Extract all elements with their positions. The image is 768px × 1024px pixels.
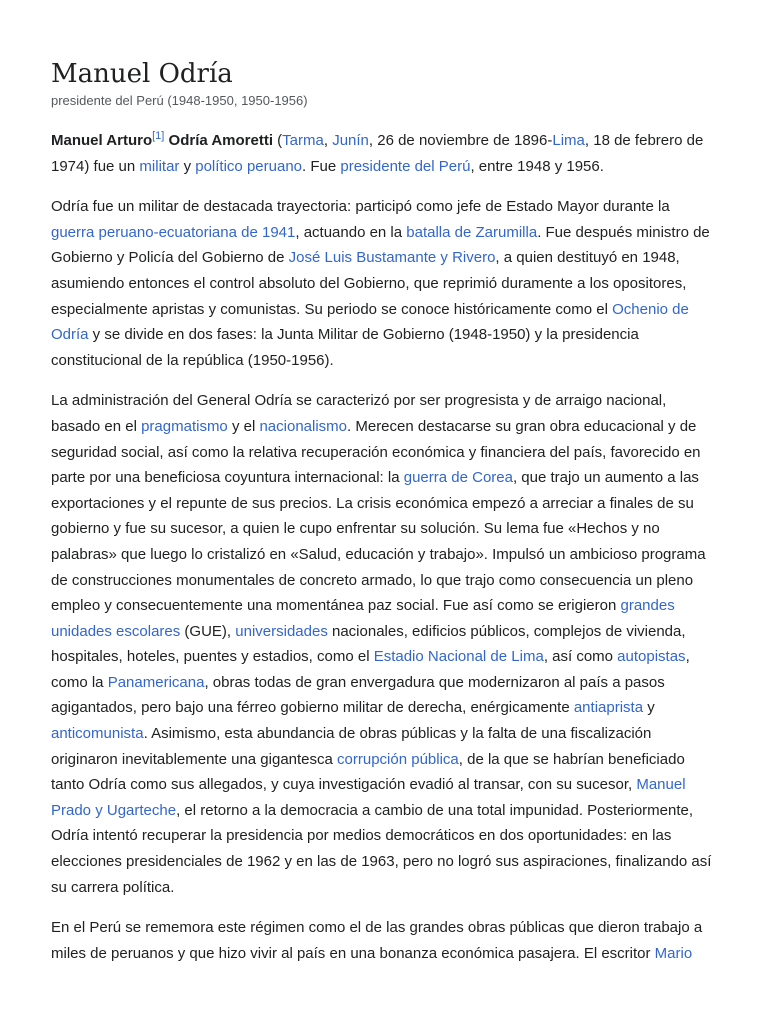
text: Odría fue un militar de destacada trayectoria: participó como jefe de Estado Mayor durante la [51, 198, 670, 216]
link-guerra-corea[interactable]: guerra de Corea [403, 469, 513, 487]
bold-name-first: Manuel Arturo [51, 132, 153, 149]
link-pragmatismo[interactable]: pragmatismo [141, 417, 228, 435]
link-universidades[interactable]: universidades [235, 622, 328, 640]
link-guerra-1941[interactable]: guerra peruano-ecuatoriana de 1941 [51, 223, 296, 241]
link-presidente-del-peru[interactable]: presidente del Perú [340, 157, 471, 175]
text: . Asimismo, esta abundancia de obras públicas y la falta de una fiscalización originaron inevitablemente una gigantesca [51, 725, 652, 768]
text: , a quien destituyó en 1948, asumiendo entonces el control absoluto del Gobierno, que reprimió duramente a los opositores, especialmente apristas y comunistas. Su periodo se conoce históricamente como el [51, 249, 687, 318]
link-grandes-unidades[interactable]: grandes unidades escolares [51, 597, 675, 640]
link-militar[interactable]: militar [139, 157, 180, 175]
text: , como la [51, 648, 690, 691]
link-anticomunista[interactable]: anticomunista [51, 725, 144, 743]
link-junin[interactable]: Junín [332, 132, 369, 149]
text: y [643, 699, 655, 717]
link-nacionalismo[interactable]: nacionalismo [259, 417, 348, 435]
text: En el Perú se rememora este régimen como el de las grandes obras públicas que dieron trabajo a miles de peruanos y que hizo vivir al país en una bonanza económica pasajera. El escritor [51, 919, 703, 962]
bold-name-last: Odría Amoretti [168, 132, 273, 149]
text: , así como [543, 648, 618, 666]
text: nacionales, edificios públicos, complejos de vivienda, hospitales, hoteles, puentes y estadios, como el [51, 622, 686, 666]
text: ( [273, 132, 283, 149]
link-autopistas[interactable]: autopistas [617, 648, 686, 666]
reference-link[interactable]: [1] [152, 130, 165, 142]
link-ochenio[interactable]: Ochenio de Odría [51, 300, 689, 344]
text: . Fue después ministro de Gobierno y Policía del Gobierno de [51, 223, 710, 267]
link-manuel-prado[interactable]: Manuel Prado y Ugarteche [51, 776, 686, 819]
text: , el retorno a la democracia a cambio de una total impunidad. Posteriormente, Odría intentó recuperar la presidencia por medios democráticos en dos oportunidades: en las elecciones presidenciales de 1962 y en las de 1963, pero no logró sus aspiraciones, finalizando así su carrera política. [51, 801, 712, 896]
text: , actuando en la [295, 223, 407, 241]
text: (GUE), [180, 622, 236, 640]
link-antiaprista[interactable]: antiaprista [573, 699, 644, 717]
text: . Merecen destacarse su gran obra educacional y de seguridad social, así como la relativa recuperación económica y financiera del país, favorecido en parte por una beneficiosa coyuntura internacional: la [51, 417, 701, 487]
text: y se divide en dos fases: la Junta Militar de Gobierno (1948-1950) y la presidencia constitucional de la república (1950-1956). [51, 326, 639, 369]
text: y el [227, 417, 260, 435]
text: , 18 de febrero de 1974) fue un [51, 132, 704, 175]
page-subtitle: presidente del Perú (1948-1950, 1950-1956) [51, 93, 308, 108]
paragraph-career [51, 194, 717, 373]
link-tarma[interactable]: Tarma [282, 132, 324, 149]
text: , que trajo un aumento a las exportaciones y el repunte de sus precios. La crisis económica empezó a arreciar a finales de su gobierno y fue su sucesor, a quien le cupo enfrentar su solución. Su lema fue «Hechos y no palabras» que luego lo cristalizó en «Salud, educación y trabajo». Impulsó un ambicioso programa de construcciones monumentales de concreto armado, lo que trajo como consecuencia un pleno empleo y consecuentemente una momentánea paz social. Fue así como se erigieron [51, 469, 706, 615]
paragraph-intro [51, 128, 717, 179]
link-politico[interactable]: político [195, 157, 243, 175]
text: y [179, 157, 196, 175]
text: , [323, 132, 333, 149]
link-mario[interactable]: Mario [654, 944, 693, 962]
link-estadio-nacional[interactable]: Estadio Nacional de Lima [373, 648, 544, 666]
text: , entre 1948 y 1956. [470, 157, 604, 175]
paragraph-legacy [51, 915, 717, 966]
text: . Fue [302, 157, 341, 175]
link-panamericana[interactable]: Panamericana [107, 673, 205, 691]
link-batalla-zarumilla[interactable]: batalla de Zarumilla [406, 223, 538, 241]
text: , de la que se habrían beneficiado tanto Odría como sus allegados, y cuya investigación evadió al transar, con su sucesor, [51, 750, 685, 794]
text: , obras todas de gran envergadura que modernizaron al país a pasos agigantados, pero bajo una férreo gobierno militar de derecha, enérgicamente [51, 673, 665, 717]
link-peruano[interactable]: peruano [246, 157, 303, 175]
link-corrupcion[interactable]: corrupción pública [337, 750, 459, 768]
link-lima[interactable]: Lima [552, 132, 585, 149]
text: La administración del General Odría se caracterizó por ser progresista y de arraigo nacional, basado en el [51, 392, 667, 435]
link-bustamante[interactable]: José Luis Bustamante y Rivero [288, 249, 496, 267]
text: , 26 de noviembre de 1896- [368, 132, 553, 149]
page-title: Manuel Odría [51, 59, 233, 89]
paragraph-administration [51, 388, 717, 900]
